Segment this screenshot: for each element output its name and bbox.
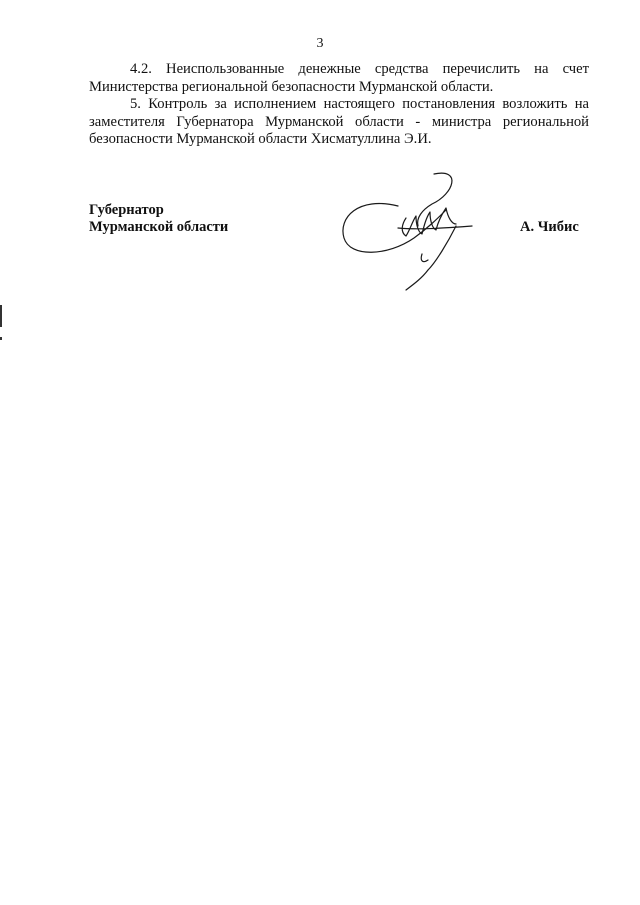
signatory-title-line1: Губернатор: [89, 202, 164, 218]
page-number: 3: [316, 36, 324, 51]
document-body: [89, 61, 589, 149]
paragraph-4-2: 4.2. Неиспользованные денежные средства перечислить на счет Министерства региональной безопасности Мурманской области.: [89, 61, 589, 95]
signatory-title: [89, 202, 228, 236]
scan-edge-mark: [0, 337, 2, 340]
signatory-title-line2: Мурманской области: [89, 219, 229, 235]
scan-edge-mark: [0, 305, 2, 327]
signatory-name: А. Чибис: [520, 219, 579, 235]
handwritten-signature-icon: [336, 166, 486, 294]
paragraph-5: 5. Контроль за исполнением настоящего постановления возложить на заместителя Губернатора Мурманской области - министра региональной безопасности Мурманской области Хисматуллина Э.И.: [89, 96, 589, 147]
